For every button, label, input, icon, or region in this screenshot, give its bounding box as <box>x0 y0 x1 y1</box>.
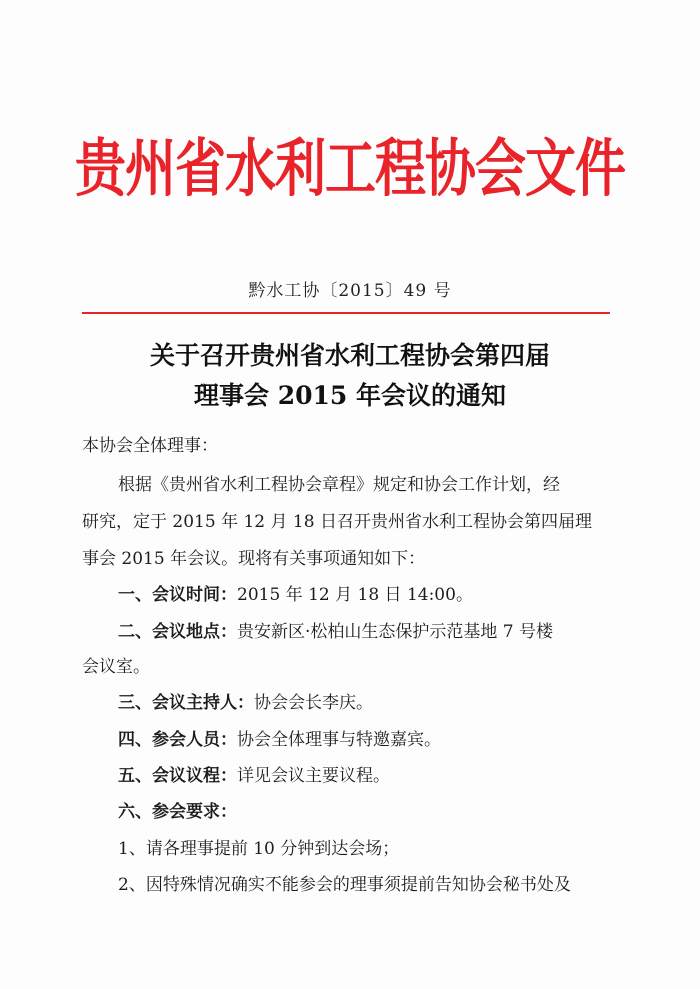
red-divider-line <box>82 312 610 314</box>
item-text: 详见会议主要议程。 <box>237 766 390 786</box>
item-agenda <box>118 766 390 786</box>
item-meeting-place <box>118 622 553 642</box>
intro-line-2: 研究，定于 2015 年 12 月 18 日召开贵州省水利工程协会第四届理 <box>82 512 592 532</box>
item-meeting-time <box>118 585 473 605</box>
item-text: 2015 年 12 月 18 日 14:00。 <box>237 585 473 605</box>
item-text: 协会全体理事与特邀嘉宾。 <box>237 730 441 750</box>
item-label: 四、参会人员： <box>118 730 237 750</box>
item-label: 五、会议议程： <box>118 766 237 786</box>
salutation: 本协会全体理事： <box>82 436 218 456</box>
item-label: 三、会议主持人： <box>118 693 254 713</box>
intro-line-1: 根据《贵州省水利工程协会章程》规定和协会工作计划，经 <box>118 475 560 495</box>
item-attendees <box>118 730 441 750</box>
masthead-title: 贵州省水利工程协会文件 <box>74 133 625 206</box>
item-meeting-host <box>118 693 373 713</box>
item-text: 贵安新区·松柏山生态保护示范基地 7 号楼 <box>237 622 554 642</box>
item-requirements <box>118 802 237 822</box>
item-label: 六、参会要求： <box>118 802 237 822</box>
item-meeting-place-cont: 会议室。 <box>82 657 150 677</box>
item-text: 协会会长李庆。 <box>254 693 373 713</box>
document-number: 黔水工协〔2015〕49 号 <box>248 281 452 301</box>
notice-title-line-2: 理事会 2015 年会议的通知 <box>194 381 506 410</box>
item-label: 一、会议时间： <box>118 585 237 605</box>
requirement-2: 2、因特殊情况确实不能参会的理事须提前告知协会秘书处及 <box>118 875 571 895</box>
item-label: 二、会议地点： <box>118 622 237 642</box>
intro-line-3: 事会 2015 年会议。现将有关事项通知如下： <box>82 549 426 569</box>
notice-title-line-1: 关于召开贵州省水利工程协会第四届 <box>149 341 550 370</box>
requirement-1: 1、请各理事提前 10 分钟到达会场； <box>118 839 400 859</box>
